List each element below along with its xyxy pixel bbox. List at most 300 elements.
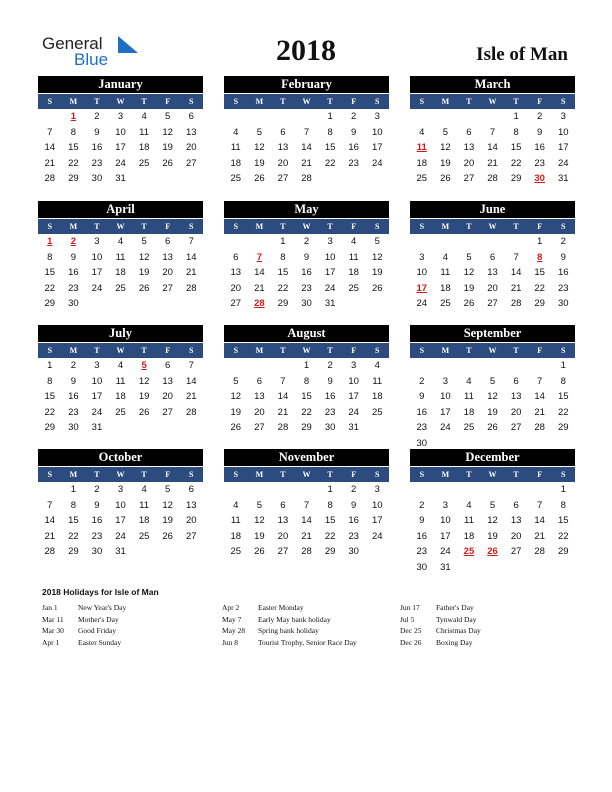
day-cell: 23 (416, 422, 428, 433)
day-cell: 9 (94, 499, 100, 511)
empty-day-cell (248, 109, 272, 125)
day-cell: 26 (138, 282, 150, 294)
day-cell: 10 (440, 515, 451, 526)
day-cell: 22 (68, 530, 79, 542)
day-cell: 8 (560, 499, 566, 511)
weekday-label: T (513, 222, 519, 231)
day-cell: 29 (277, 298, 289, 309)
day-cell: 25 (463, 546, 475, 557)
day-cell: 25 (138, 157, 150, 169)
day-cell: 17 (440, 530, 451, 542)
weekday-label: S (189, 346, 194, 355)
day-cell: 27 (463, 173, 475, 184)
day-cell: 2 (419, 499, 425, 511)
day-cell: 17 (348, 391, 359, 402)
day-cell: 4 (117, 360, 124, 371)
weekday-label: S (189, 222, 194, 231)
day-cell: 7 (188, 236, 194, 247)
empty-day-cell (481, 234, 505, 250)
holiday-item (42, 637, 202, 649)
day-cell: 4 (351, 236, 357, 247)
day-cell: 7 (303, 499, 310, 511)
day-cell: 12 (487, 391, 498, 402)
day-cell: 14 (44, 142, 56, 153)
empty-day-cell (109, 296, 133, 312)
week-row (410, 529, 575, 545)
day-cell: 21 (301, 530, 312, 542)
day-cell: 10 (348, 375, 359, 387)
day-cell: 1 (513, 111, 519, 122)
empty-day-cell (551, 560, 575, 576)
day-cell: 21 (277, 406, 289, 418)
day-cell: 5 (442, 126, 449, 138)
day-cell: 2 (94, 111, 100, 122)
weekday-label: S (419, 97, 425, 106)
weekday-label: F (165, 97, 171, 106)
day-cell: 13 (487, 267, 498, 278)
week-row (410, 374, 575, 390)
day-cell: 3 (94, 236, 100, 247)
weekday-label: S (375, 346, 380, 355)
day-cell: 1 (537, 236, 543, 247)
weekday-label: W (302, 222, 311, 231)
day-cell: 24 (557, 157, 569, 169)
day-cell: 14 (277, 391, 289, 402)
day-cell: 21 (487, 157, 498, 169)
day-cell: 14 (301, 515, 312, 526)
day-cell: 2 (327, 360, 333, 371)
week-row (38, 250, 203, 266)
day-cell: 15 (324, 142, 336, 153)
day-cell: 20 (254, 406, 265, 418)
weekday-label: T (141, 470, 147, 479)
day-cell: 19 (487, 530, 498, 542)
day-cell: 25 (371, 406, 383, 418)
day-cell: 25 (463, 422, 475, 433)
week-row (38, 513, 203, 529)
day-cell: 2 (351, 484, 357, 495)
weekday-label: T (327, 346, 333, 355)
holiday-item (42, 614, 202, 626)
day-cell: 15 (277, 267, 289, 278)
empty-day-cell (224, 109, 248, 125)
day-cell: 20 (487, 282, 498, 294)
month-title: July (38, 325, 203, 342)
day-cell: 8 (70, 499, 77, 511)
day-cell: 27 (510, 546, 522, 557)
weekday-label: M (255, 97, 264, 106)
week-row (224, 109, 389, 125)
holiday-name: Mother's Day (78, 614, 119, 624)
week-row (38, 405, 203, 421)
day-cell: 5 (141, 360, 147, 371)
day-cell: 18 (230, 157, 242, 169)
day-cell: 29 (557, 422, 569, 433)
empty-day-cell (38, 482, 62, 498)
week-row (38, 498, 203, 514)
weekday-header (224, 93, 389, 109)
day-cell: 25 (440, 298, 451, 309)
day-cell: 31 (115, 546, 126, 557)
weekday-label: T (141, 97, 147, 106)
day-cell: 16 (348, 515, 359, 526)
holiday-item (222, 625, 382, 637)
weekday-label: W (488, 97, 497, 106)
empty-day-cell (528, 358, 552, 374)
day-cell: 28 (510, 298, 522, 309)
day-cell: 9 (303, 251, 310, 263)
day-cell: 6 (489, 251, 496, 263)
day-cell: 8 (513, 126, 519, 138)
day-cell: 4 (141, 484, 147, 495)
day-cell: 26 (440, 173, 451, 184)
day-cell: 7 (537, 499, 543, 511)
day-cell: 10 (324, 251, 336, 263)
empty-day-cell (295, 482, 319, 498)
day-cell: 12 (254, 515, 265, 526)
day-cell: 18 (348, 267, 359, 278)
day-cell: 28 (254, 298, 265, 309)
empty-day-cell (457, 109, 481, 125)
day-cell: 21 (534, 406, 545, 418)
week-row (224, 156, 389, 172)
day-cell: 8 (537, 251, 543, 263)
day-cell: 11 (372, 375, 383, 387)
day-cell: 13 (185, 499, 197, 511)
day-cell: 22 (44, 406, 56, 418)
weekday-label: T (327, 97, 333, 106)
week-row (410, 544, 575, 560)
day-cell: 8 (303, 375, 310, 387)
day-cell: 11 (230, 142, 241, 153)
weekday-label: T (94, 346, 100, 355)
month-title: April (38, 201, 203, 218)
day-cell: 15 (301, 391, 312, 402)
day-cell: 24 (115, 157, 126, 169)
day-cell: 19 (440, 157, 451, 169)
day-cell: 7 (47, 499, 53, 511)
day-cell: 20 (185, 142, 197, 153)
weekday-label: S (419, 470, 425, 479)
weekday-label: F (165, 470, 171, 479)
weekday-label: M (69, 222, 78, 231)
empty-day-cell (271, 109, 295, 125)
day-cell: 16 (416, 530, 428, 542)
holiday-name: Easter Monday (258, 603, 304, 612)
day-cell: 6 (233, 251, 239, 263)
empty-day-cell (224, 358, 248, 374)
day-cell: 6 (188, 111, 194, 122)
day-cell: 14 (487, 142, 498, 153)
day-cell: 24 (91, 282, 103, 294)
weekday-label: T (141, 222, 147, 231)
day-cell: 20 (463, 157, 475, 169)
day-cell: 23 (68, 406, 79, 418)
day-cell: 15 (68, 515, 79, 526)
empty-day-cell (365, 420, 389, 436)
day-cell: 17 (115, 515, 126, 526)
day-cell: 18 (440, 282, 451, 294)
week-row (224, 420, 389, 436)
day-cell: 14 (534, 515, 545, 526)
day-cell: 8 (560, 375, 566, 387)
weekday-label: M (441, 222, 450, 231)
day-cell: 22 (301, 406, 312, 418)
day-cell: 8 (327, 499, 333, 511)
weekday-label: F (351, 97, 357, 106)
day-cell: 6 (466, 126, 472, 138)
day-cell: 17 (91, 267, 103, 278)
day-cell: 9 (351, 499, 357, 511)
day-cell: 24 (115, 530, 126, 542)
empty-day-cell (342, 296, 366, 312)
empty-day-cell (156, 420, 180, 436)
day-cell: 6 (165, 360, 171, 371)
day-cell: 24 (371, 157, 383, 169)
month-title: June (410, 201, 575, 218)
day-cell: 15 (68, 142, 79, 153)
day-cell: 20 (185, 515, 197, 526)
empty-day-cell (248, 358, 272, 374)
day-cell: 11 (464, 515, 474, 526)
day-cell: 2 (419, 375, 425, 387)
week-row (224, 281, 389, 297)
day-cell: 11 (464, 391, 474, 402)
day-cell: 3 (442, 499, 449, 511)
day-cell: 23 (91, 157, 103, 169)
week-row (410, 156, 575, 172)
day-cell: 18 (463, 530, 475, 542)
day-cell: 16 (68, 391, 79, 402)
weekday-label: W (116, 222, 125, 231)
holiday-date: Jun 17 (400, 603, 420, 612)
month-october (38, 449, 203, 560)
holiday-date: May 28 (222, 626, 246, 635)
holiday-name: Tourist Trophy, Senior Race Day (258, 637, 357, 647)
day-cell: 16 (534, 142, 545, 153)
weekday-label: M (255, 470, 264, 479)
day-cell: 22 (557, 530, 569, 542)
week-row (410, 482, 575, 498)
day-cell: 19 (162, 142, 173, 153)
empty-day-cell (179, 420, 203, 436)
day-cell: 29 (44, 422, 56, 433)
empty-day-cell (224, 234, 248, 250)
weekday-label: W (116, 470, 125, 479)
week-row (410, 265, 575, 281)
logo-text-blue: Blue (74, 50, 109, 69)
empty-day-cell (457, 234, 481, 250)
weekday-header (38, 342, 203, 358)
day-cell: 26 (371, 282, 383, 294)
month-april (38, 201, 203, 312)
day-cell: 1 (280, 236, 286, 247)
empty-day-cell (410, 358, 434, 374)
weekday-label: S (233, 470, 239, 479)
weekday-label: S (375, 222, 380, 231)
day-cell: 10 (416, 267, 428, 278)
holiday-date: Jul 5 (400, 614, 415, 624)
day-cell: 25 (230, 173, 242, 184)
day-cell: 30 (324, 422, 336, 433)
day-cell: 27 (162, 282, 173, 294)
week-row (38, 529, 203, 545)
day-cell: 21 (44, 530, 56, 542)
day-cell: 29 (510, 173, 522, 184)
weekday-label: F (351, 346, 357, 355)
day-cell: 14 (254, 267, 265, 278)
weekday-label: W (302, 470, 311, 479)
week-row (38, 140, 203, 156)
day-cell: 26 (463, 298, 475, 309)
day-cell: 27 (277, 546, 289, 557)
day-cell: 6 (513, 499, 519, 511)
holiday-name: Tynwald Day (436, 614, 477, 624)
weekday-label: S (419, 222, 425, 231)
holiday-column (400, 602, 560, 648)
month-title: December (410, 449, 575, 466)
weekday-label: S (561, 222, 566, 231)
day-cell: 7 (47, 126, 53, 138)
day-cell: 8 (70, 126, 77, 138)
day-cell: 9 (94, 126, 100, 138)
day-cell: 4 (141, 111, 147, 122)
day-cell: 30 (416, 437, 428, 449)
month-title: March (410, 76, 575, 93)
weekday-label: T (280, 222, 286, 231)
week-row (224, 389, 389, 405)
weekday-label: T (280, 97, 286, 106)
day-cell: 4 (233, 126, 239, 138)
empty-day-cell (457, 358, 481, 374)
day-cell: 9 (537, 126, 543, 138)
day-cell: 25 (416, 173, 428, 184)
empty-day-cell (179, 544, 203, 560)
day-cell: 7 (537, 375, 543, 387)
logo-text-general: General (42, 34, 103, 53)
month-february (224, 76, 389, 187)
month-december (410, 449, 575, 575)
day-cell: 1 (560, 484, 566, 495)
empty-day-cell (156, 171, 180, 187)
day-cell: 10 (557, 126, 569, 138)
empty-day-cell (528, 482, 552, 498)
weekday-header (224, 342, 389, 358)
weekday-label: M (69, 470, 78, 479)
weekday-label: M (255, 346, 264, 355)
week-row (224, 171, 389, 187)
day-cell: 3 (327, 236, 333, 247)
day-cell: 4 (117, 236, 124, 247)
day-cell: 26 (162, 157, 173, 169)
weekday-header (224, 466, 389, 482)
holiday-name: Father's Day (436, 603, 474, 612)
day-cell: 10 (115, 499, 126, 511)
day-cell: 22 (510, 157, 522, 169)
day-cell: 7 (303, 126, 310, 138)
day-cell: 9 (419, 515, 425, 526)
empty-day-cell (481, 482, 505, 498)
day-cell: 30 (348, 546, 359, 557)
day-cell: 19 (138, 391, 150, 402)
day-cell: 17 (557, 142, 569, 153)
day-cell: 13 (162, 251, 173, 263)
month-january (38, 76, 203, 187)
day-cell: 24 (91, 406, 103, 418)
day-cell: 28 (277, 422, 289, 433)
week-row (410, 560, 575, 576)
day-cell: 15 (324, 515, 336, 526)
weekday-label: F (165, 222, 171, 231)
day-cell: 11 (115, 251, 126, 263)
day-cell: 1 (47, 236, 53, 247)
month-title: January (38, 76, 203, 93)
month-title: November (224, 449, 389, 466)
day-cell: 1 (70, 484, 77, 495)
holiday-item (42, 625, 202, 637)
day-cell: 18 (138, 515, 150, 526)
day-cell: 24 (371, 530, 383, 542)
day-cell: 13 (254, 391, 265, 402)
holiday-date: May 7 (222, 614, 242, 624)
day-cell: 21 (185, 267, 197, 278)
day-cell: 30 (534, 173, 545, 184)
day-cell: 3 (374, 484, 380, 495)
day-cell: 7 (513, 251, 519, 263)
week-row (38, 296, 203, 312)
weekday-label: S (47, 222, 53, 231)
day-cell: 18 (115, 267, 126, 278)
day-cell: 8 (280, 251, 286, 263)
weekday-label: M (441, 470, 450, 479)
day-cell: 2 (303, 236, 310, 247)
day-cell: 18 (138, 142, 150, 153)
weekday-label: F (537, 470, 543, 479)
day-cell: 24 (440, 422, 451, 433)
day-cell: 15 (534, 267, 545, 278)
month-july (38, 325, 203, 436)
week-row (410, 234, 575, 250)
day-cell: 30 (91, 546, 103, 557)
empty-day-cell (504, 358, 528, 374)
day-cell: 21 (301, 157, 312, 169)
day-cell: 12 (162, 126, 173, 138)
weekday-header (38, 93, 203, 109)
weekday-label: F (351, 470, 357, 479)
weekday-label: T (327, 470, 333, 479)
day-cell: 26 (487, 546, 498, 557)
day-cell: 3 (94, 360, 100, 371)
empty-day-cell (248, 234, 272, 250)
holiday-name: Easter Sunday (78, 637, 122, 647)
day-cell: 12 (138, 251, 150, 263)
day-cell: 6 (280, 126, 286, 138)
day-cell: 10 (371, 126, 383, 138)
holiday-item (400, 625, 560, 637)
holiday-item (400, 637, 560, 649)
week-row (38, 265, 203, 281)
week-row (38, 544, 203, 560)
weekday-label: T (466, 470, 472, 479)
day-cell: 29 (534, 298, 545, 309)
day-cell: 15 (557, 391, 569, 402)
week-row (410, 250, 575, 266)
day-cell: 6 (165, 236, 171, 247)
day-cell: 25 (115, 406, 126, 418)
week-row (224, 498, 389, 514)
day-cell: 23 (91, 530, 103, 542)
weekday-header (410, 93, 575, 109)
